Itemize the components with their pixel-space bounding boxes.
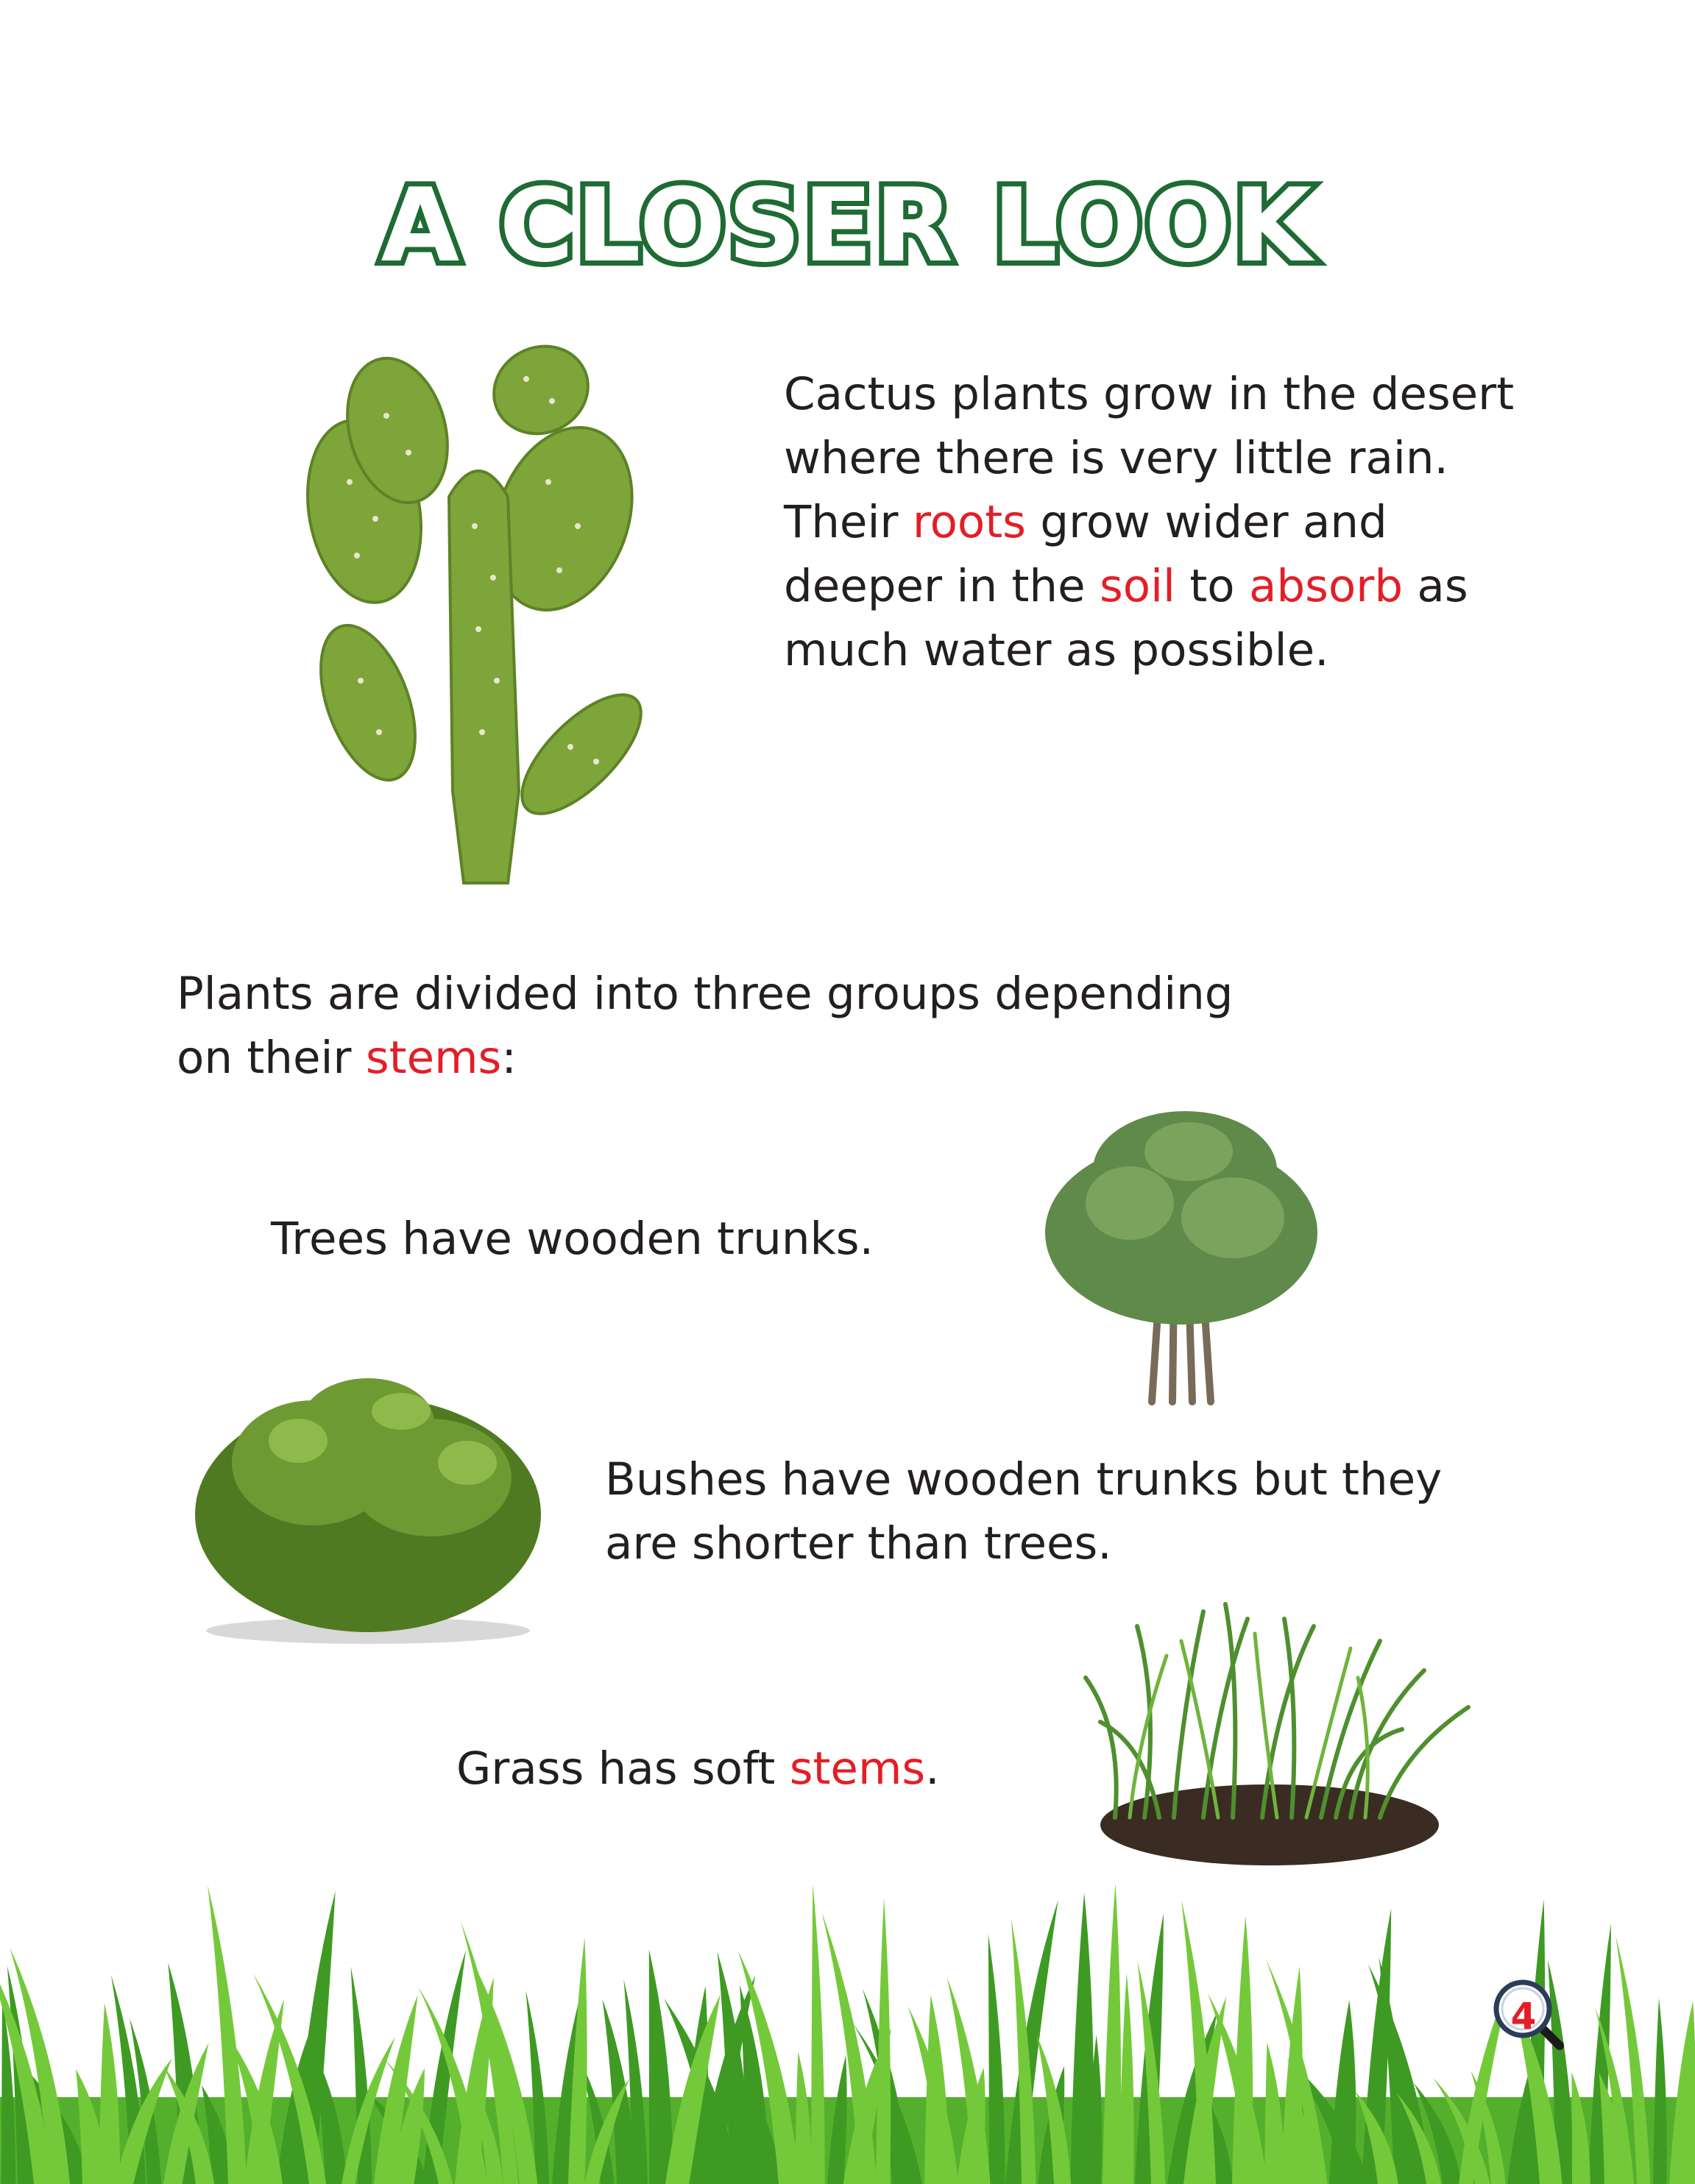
- page-number: 4: [1510, 1995, 1537, 2038]
- bush-illustration: [188, 1352, 556, 1647]
- cactus-illustration: [305, 335, 659, 887]
- bushes-line-2: are shorter than trees.: [605, 1517, 1112, 1570]
- groups-line-2-end: :: [501, 1032, 517, 1084]
- cactus-line-2: where there is very little rain.: [784, 432, 1448, 484]
- grass-text: [456, 1737, 940, 1801]
- groups-paragraph: [177, 962, 1234, 1090]
- cactus-line-3-end: grow wider and: [1025, 496, 1387, 548]
- grass-text-start: Grass has soft: [456, 1742, 790, 1795]
- groups-line-2-start: on their: [177, 1032, 366, 1084]
- cactus-line-4-end: as: [1403, 560, 1468, 612]
- keyword-roots: roots: [912, 496, 1026, 548]
- trees-text: Trees have wooden trunks.: [271, 1213, 874, 1265]
- cactus-line-4-start: deeper in the: [784, 560, 1100, 612]
- cactus-paragraph: [784, 362, 1514, 682]
- bushes-line-1: Bushes have wooden trunks but they: [605, 1453, 1443, 1506]
- grass-clump-illustration: [1056, 1597, 1483, 1876]
- cactus-line-5: much water as possible.: [784, 624, 1329, 676]
- keyword-stems: stems: [365, 1032, 502, 1084]
- keyword-stems-2: stems: [789, 1742, 926, 1795]
- keyword-soil: soil: [1100, 560, 1175, 612]
- cactus-line-1: Cactus plants grow in the desert: [784, 368, 1515, 420]
- groups-line-1: Plants are divided into three groups depending: [177, 968, 1234, 1020]
- page-title: A CLOSER LOOK: [381, 166, 1314, 285]
- cactus-line-4-mid: to: [1175, 560, 1250, 612]
- keyword-absorb: absorb: [1249, 560, 1404, 612]
- grass-text-end: .: [925, 1742, 940, 1795]
- grass-border-illustration: [0, 1854, 1695, 2184]
- tree-illustration: [1041, 1107, 1325, 1405]
- bushes-text: [605, 1447, 1442, 1575]
- cactus-line-3-start: Their: [784, 496, 913, 548]
